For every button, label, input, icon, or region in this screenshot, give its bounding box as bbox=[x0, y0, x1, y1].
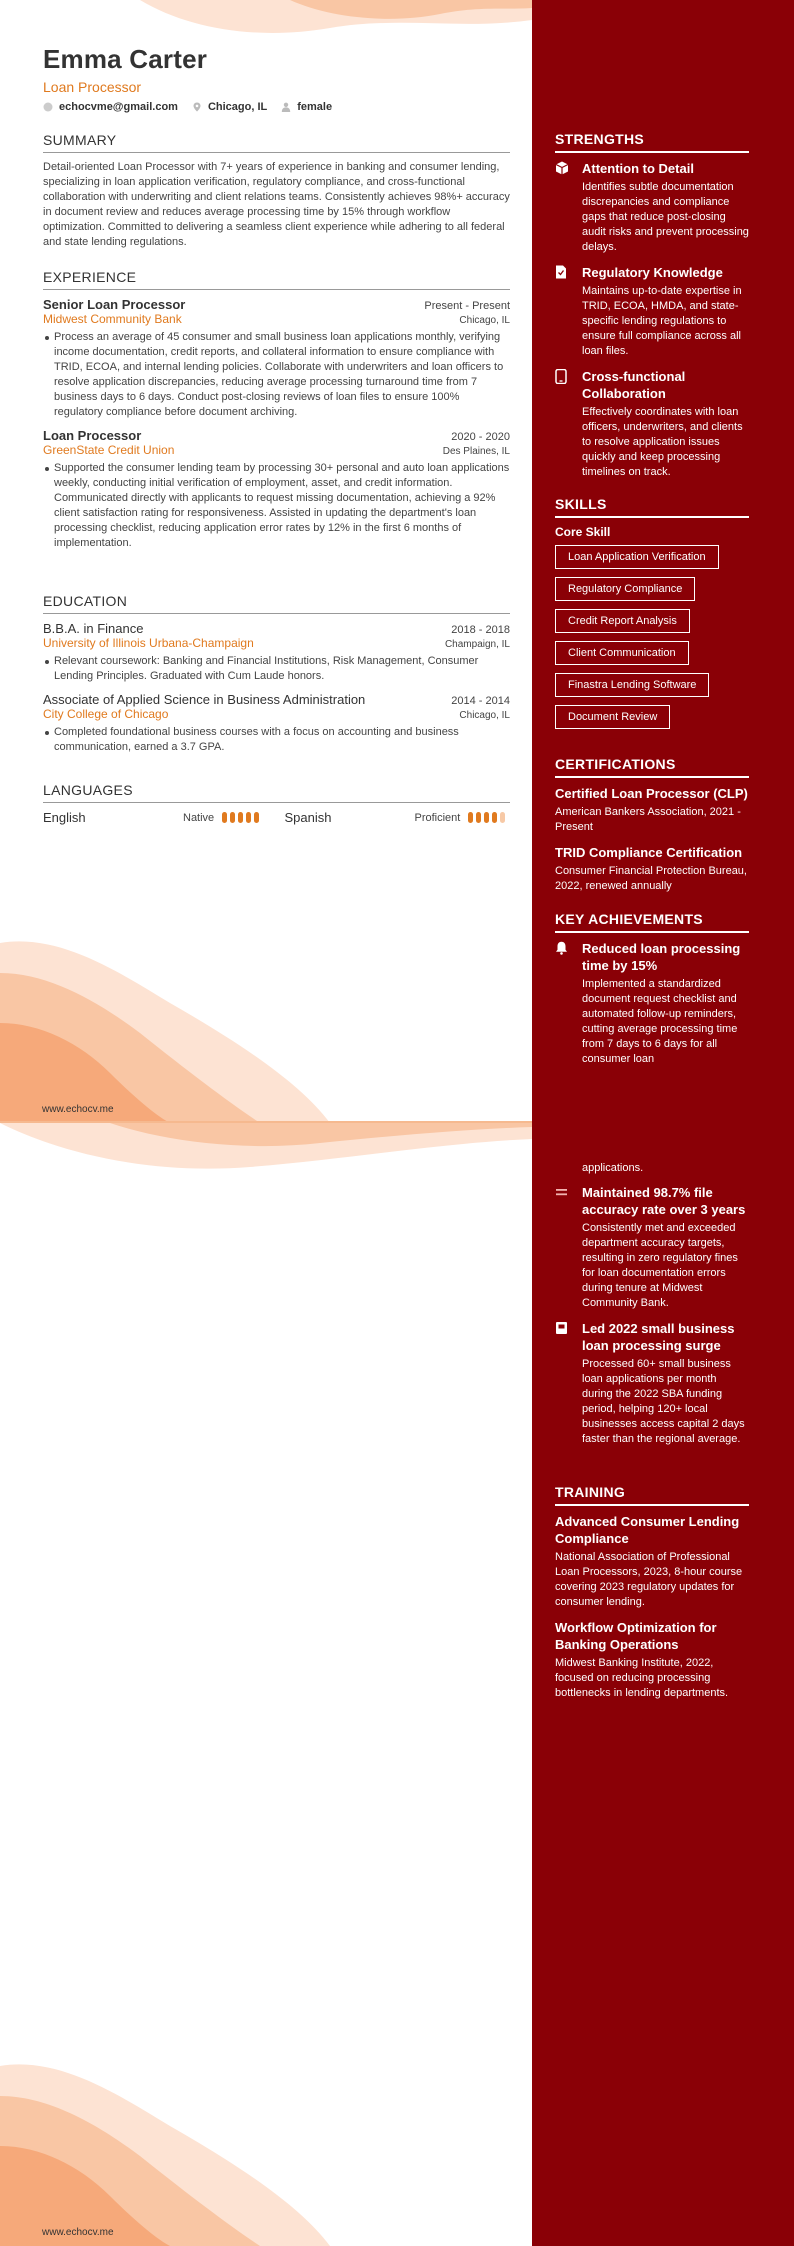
strengths-heading: STRENGTHS bbox=[555, 131, 749, 153]
rating-dot bbox=[254, 812, 259, 823]
education-dates: 2014 - 2014 bbox=[451, 695, 510, 707]
person-icon bbox=[281, 102, 291, 112]
education-entry bbox=[43, 621, 510, 684]
certification-title: TRID Compliance Certification bbox=[555, 845, 743, 860]
footer-url[interactable]: www.echocv.me bbox=[42, 1104, 114, 1115]
languages-list bbox=[43, 810, 510, 825]
strength-text: Maintains up-to-date expertise in TRID, ECOA, HMDA, and state-specific lending regulations to ensure full compliance across all loan files. bbox=[582, 285, 742, 357]
rating-dot bbox=[246, 812, 251, 823]
rating-dot bbox=[484, 812, 489, 823]
bottom-wave-decoration bbox=[0, 2056, 532, 2246]
resume-page-2 bbox=[0, 1123, 794, 2246]
certifications-section bbox=[555, 756, 749, 894]
summary-text: Detail-oriented Loan Processor with 7+ years of experience in banking and consumer lending, specializing in loan application verification, regulatory compliance, and cross-functional collaboration with underwriting and client relations teams. Consistently achieves 98%+ accuracy in document review and reduces average processing time by 15% through workflow optimization. Committed to delivering a seamless client experience while adhering to all federal and state lending regulations. bbox=[43, 161, 510, 248]
degree: B.B.A. in Finance bbox=[43, 621, 144, 636]
rating-dot bbox=[500, 812, 505, 823]
education-dates: 2018 - 2018 bbox=[451, 624, 510, 636]
strength-item bbox=[555, 160, 749, 255]
language-item bbox=[43, 810, 269, 825]
achievement-text: Processed 60+ small business loan applications per month during the 2022 SBA funding period, helping 120+ local businesses access capital 2 days faster than the regional average. bbox=[582, 1358, 745, 1445]
certification-title: Certified Loan Processor (CLP) bbox=[555, 786, 748, 801]
strength-item bbox=[555, 264, 749, 359]
achievement-item bbox=[555, 1320, 749, 1447]
strength-title: Attention to Detail bbox=[582, 161, 694, 176]
email-text: echocvme@gmail.com bbox=[59, 101, 178, 113]
certification-text: Consumer Financial Protection Bureau, 2022, renewed annually bbox=[555, 865, 747, 892]
training-title: Advanced Consumer Lending Compliance bbox=[555, 1514, 740, 1546]
summary-section bbox=[43, 132, 510, 250]
experience-entry bbox=[43, 297, 510, 420]
resume-header bbox=[43, 44, 510, 113]
job-employer: GreenState Credit Union bbox=[43, 443, 175, 457]
certification-item bbox=[555, 785, 749, 835]
achievements-continued bbox=[555, 1161, 749, 1456]
job-title: Loan Processor bbox=[43, 79, 142, 95]
degree: Associate of Applied Science in Business Administration bbox=[43, 692, 366, 707]
languages-heading: LANGUAGES bbox=[43, 782, 510, 803]
strength-text: Identifies subtle documentation discrepancies and compliance gaps that reduce post-closing audit risks and prevent processing delays. bbox=[582, 181, 749, 253]
location-text: Chicago, IL bbox=[207, 101, 268, 113]
rating-dot bbox=[238, 812, 243, 823]
education-section bbox=[43, 593, 510, 755]
at-icon bbox=[43, 102, 53, 112]
strengths-section bbox=[555, 131, 749, 489]
rating-dot bbox=[492, 812, 497, 823]
training-title: Workflow Optimization for Banking Operations bbox=[555, 1620, 717, 1652]
achievement-title: Reduced loan processing time by 15% bbox=[582, 941, 741, 973]
education-entry bbox=[43, 692, 510, 755]
language-name: English bbox=[43, 810, 86, 825]
strength-title: Regulatory Knowledge bbox=[582, 265, 723, 280]
experience-heading: EXPERIENCE bbox=[43, 269, 510, 290]
achievement-title: Maintained 98.7% file accuracy rate over 3 years bbox=[582, 1185, 746, 1217]
school-location: Chicago, IL bbox=[459, 710, 510, 721]
skill-tag: Regulatory Compliance bbox=[555, 577, 695, 601]
footer-url[interactable]: www.echocv.me bbox=[42, 2227, 114, 2238]
certifications-heading: CERTIFICATIONS bbox=[555, 756, 749, 778]
contact-email[interactable] bbox=[43, 101, 178, 113]
training-item bbox=[555, 1619, 749, 1701]
training-heading: TRAINING bbox=[555, 1484, 749, 1506]
strength-item bbox=[555, 368, 749, 480]
strength-text: Effectively coordinates with loan officers, underwriters, and clients to resolve application issues quickly and keep processing timelines on track. bbox=[582, 406, 743, 478]
language-name: Spanish bbox=[284, 810, 332, 825]
experience-entry bbox=[43, 428, 510, 551]
book-icon bbox=[555, 1321, 568, 1335]
job-location: Chicago, IL bbox=[459, 315, 510, 326]
certification-text: American Bankers Association, 2021 - Present bbox=[555, 806, 741, 833]
skill-tags bbox=[555, 545, 749, 737]
bottom-wave-decoration bbox=[0, 933, 532, 1123]
gender-text: female bbox=[297, 101, 333, 113]
bullet-item: Relevant coursework: Banking and Financial Institutions, Risk Management, Consumer Lending Principles. Graduated with Cum Laude honors. bbox=[43, 654, 510, 684]
rating-dot bbox=[222, 812, 227, 823]
job-location: Des Plaines, IL bbox=[442, 446, 510, 457]
education-bullets bbox=[43, 725, 510, 755]
job-role: Loan Processor bbox=[43, 428, 142, 443]
bullet-item: Supported the consumer lending team by processing 30+ personal and auto loan applications weekly, conducting initial verification of employment, asset, and credit information. Communicated directly with applicants to request missing documentation, achieving a 92% client satisfaction rating for responsiveness. Assisted in updating the department's loan processing checklist, reducing application error rates by 12% in the first 6 months of implementation. bbox=[43, 461, 510, 551]
training-item bbox=[555, 1513, 749, 1610]
top-wave-decoration bbox=[0, 1123, 532, 1183]
achievements-heading: KEY ACHIEVEMENTS bbox=[555, 911, 749, 933]
training-text: National Association of Professional Loan Processors, 2023, 8-hour course covering 2023 regulatory updates for consumer lending. bbox=[555, 1551, 743, 1608]
rating-dot bbox=[468, 812, 473, 823]
achievement-text: Consistently met and exceeded department accuracy targets, resulting in zero regulatory fines for loan documentation errors during tenure at Midwest Community Bank. bbox=[582, 1222, 738, 1309]
bullet-item: Process an average of 45 consumer and small business loan applications monthly, verifying income documentation, credit reports, and collateral information to ensure compliance with TRID, ECOA, and internal lending policies. Collaborate with underwriters and loan officers to resolve application discrepancies, reducing average processing turnaround time from 7 business days to 6 days. Conduct post-closing reviews of loan files to ensure 100% regulatory compliance before document archiving. bbox=[43, 330, 510, 420]
experience-section bbox=[43, 269, 510, 551]
education-heading: EDUCATION bbox=[43, 593, 510, 614]
language-level: Proficient bbox=[414, 811, 461, 824]
skill-tag: Client Communication bbox=[555, 641, 689, 665]
skill-tag: Credit Report Analysis bbox=[555, 609, 690, 633]
job-dates: 2020 - 2020 bbox=[451, 431, 510, 443]
language-level: Native bbox=[183, 811, 215, 824]
language-item bbox=[285, 810, 511, 825]
candidate-name: Emma Carter bbox=[43, 44, 208, 74]
cube-icon bbox=[555, 161, 569, 175]
phone-icon bbox=[555, 369, 567, 384]
rating-dot bbox=[476, 812, 481, 823]
bullet-item: Completed foundational business courses with a focus on accounting and business communication, earned a 3.7 GPA. bbox=[43, 725, 510, 755]
location-pin-icon bbox=[192, 102, 202, 112]
training-section bbox=[555, 1484, 749, 1701]
summary-heading: SUMMARY bbox=[43, 132, 510, 153]
contact-location bbox=[192, 101, 267, 113]
job-bullets bbox=[43, 461, 510, 551]
achievement-item bbox=[555, 1184, 749, 1311]
contact-row bbox=[43, 101, 510, 113]
job-employer: Midwest Community Bank bbox=[43, 312, 182, 326]
skill-tag: Finastra Lending Software bbox=[555, 673, 709, 697]
school-name: University of Illinois Urbana-Champaign bbox=[43, 636, 254, 650]
contact-gender bbox=[281, 101, 332, 113]
skills-group-label: Core Skill bbox=[555, 525, 611, 539]
document-icon bbox=[555, 265, 567, 279]
job-dates: Present - Present bbox=[424, 300, 510, 312]
job-bullets bbox=[43, 330, 510, 420]
achievement-text: Implemented a standardized document request checklist and automated follow-up reminders, cutting average processing time from 7 days to 6 days for all consumer loan bbox=[582, 978, 738, 1065]
skill-tag: Document Review bbox=[555, 705, 670, 729]
achievement-title: Led 2022 small business loan processing surge bbox=[582, 1321, 735, 1353]
languages-section bbox=[43, 782, 510, 825]
education-bullets bbox=[43, 654, 510, 684]
language-rating bbox=[222, 812, 259, 823]
certification-item bbox=[555, 844, 749, 894]
bell-icon bbox=[555, 941, 568, 955]
achievement-item bbox=[555, 940, 749, 1067]
job-role: Senior Loan Processor bbox=[43, 297, 186, 312]
rating-dot bbox=[230, 812, 235, 823]
skill-tag: Loan Application Verification bbox=[555, 545, 719, 569]
skills-heading: SKILLS bbox=[555, 496, 749, 518]
school-name: City College of Chicago bbox=[43, 707, 169, 721]
achievements-section bbox=[555, 911, 749, 1076]
strength-title: Cross-functional Collaboration bbox=[582, 369, 686, 401]
training-text: Midwest Banking Institute, 2022, focused on reducing processing bottlenecks in lending departments. bbox=[555, 1657, 729, 1699]
equals-icon bbox=[555, 1185, 568, 1199]
skills-section bbox=[555, 496, 749, 737]
school-location: Champaign, IL bbox=[444, 639, 510, 650]
achievement-text-continued: applications. bbox=[582, 1162, 644, 1174]
language-rating bbox=[468, 812, 505, 823]
